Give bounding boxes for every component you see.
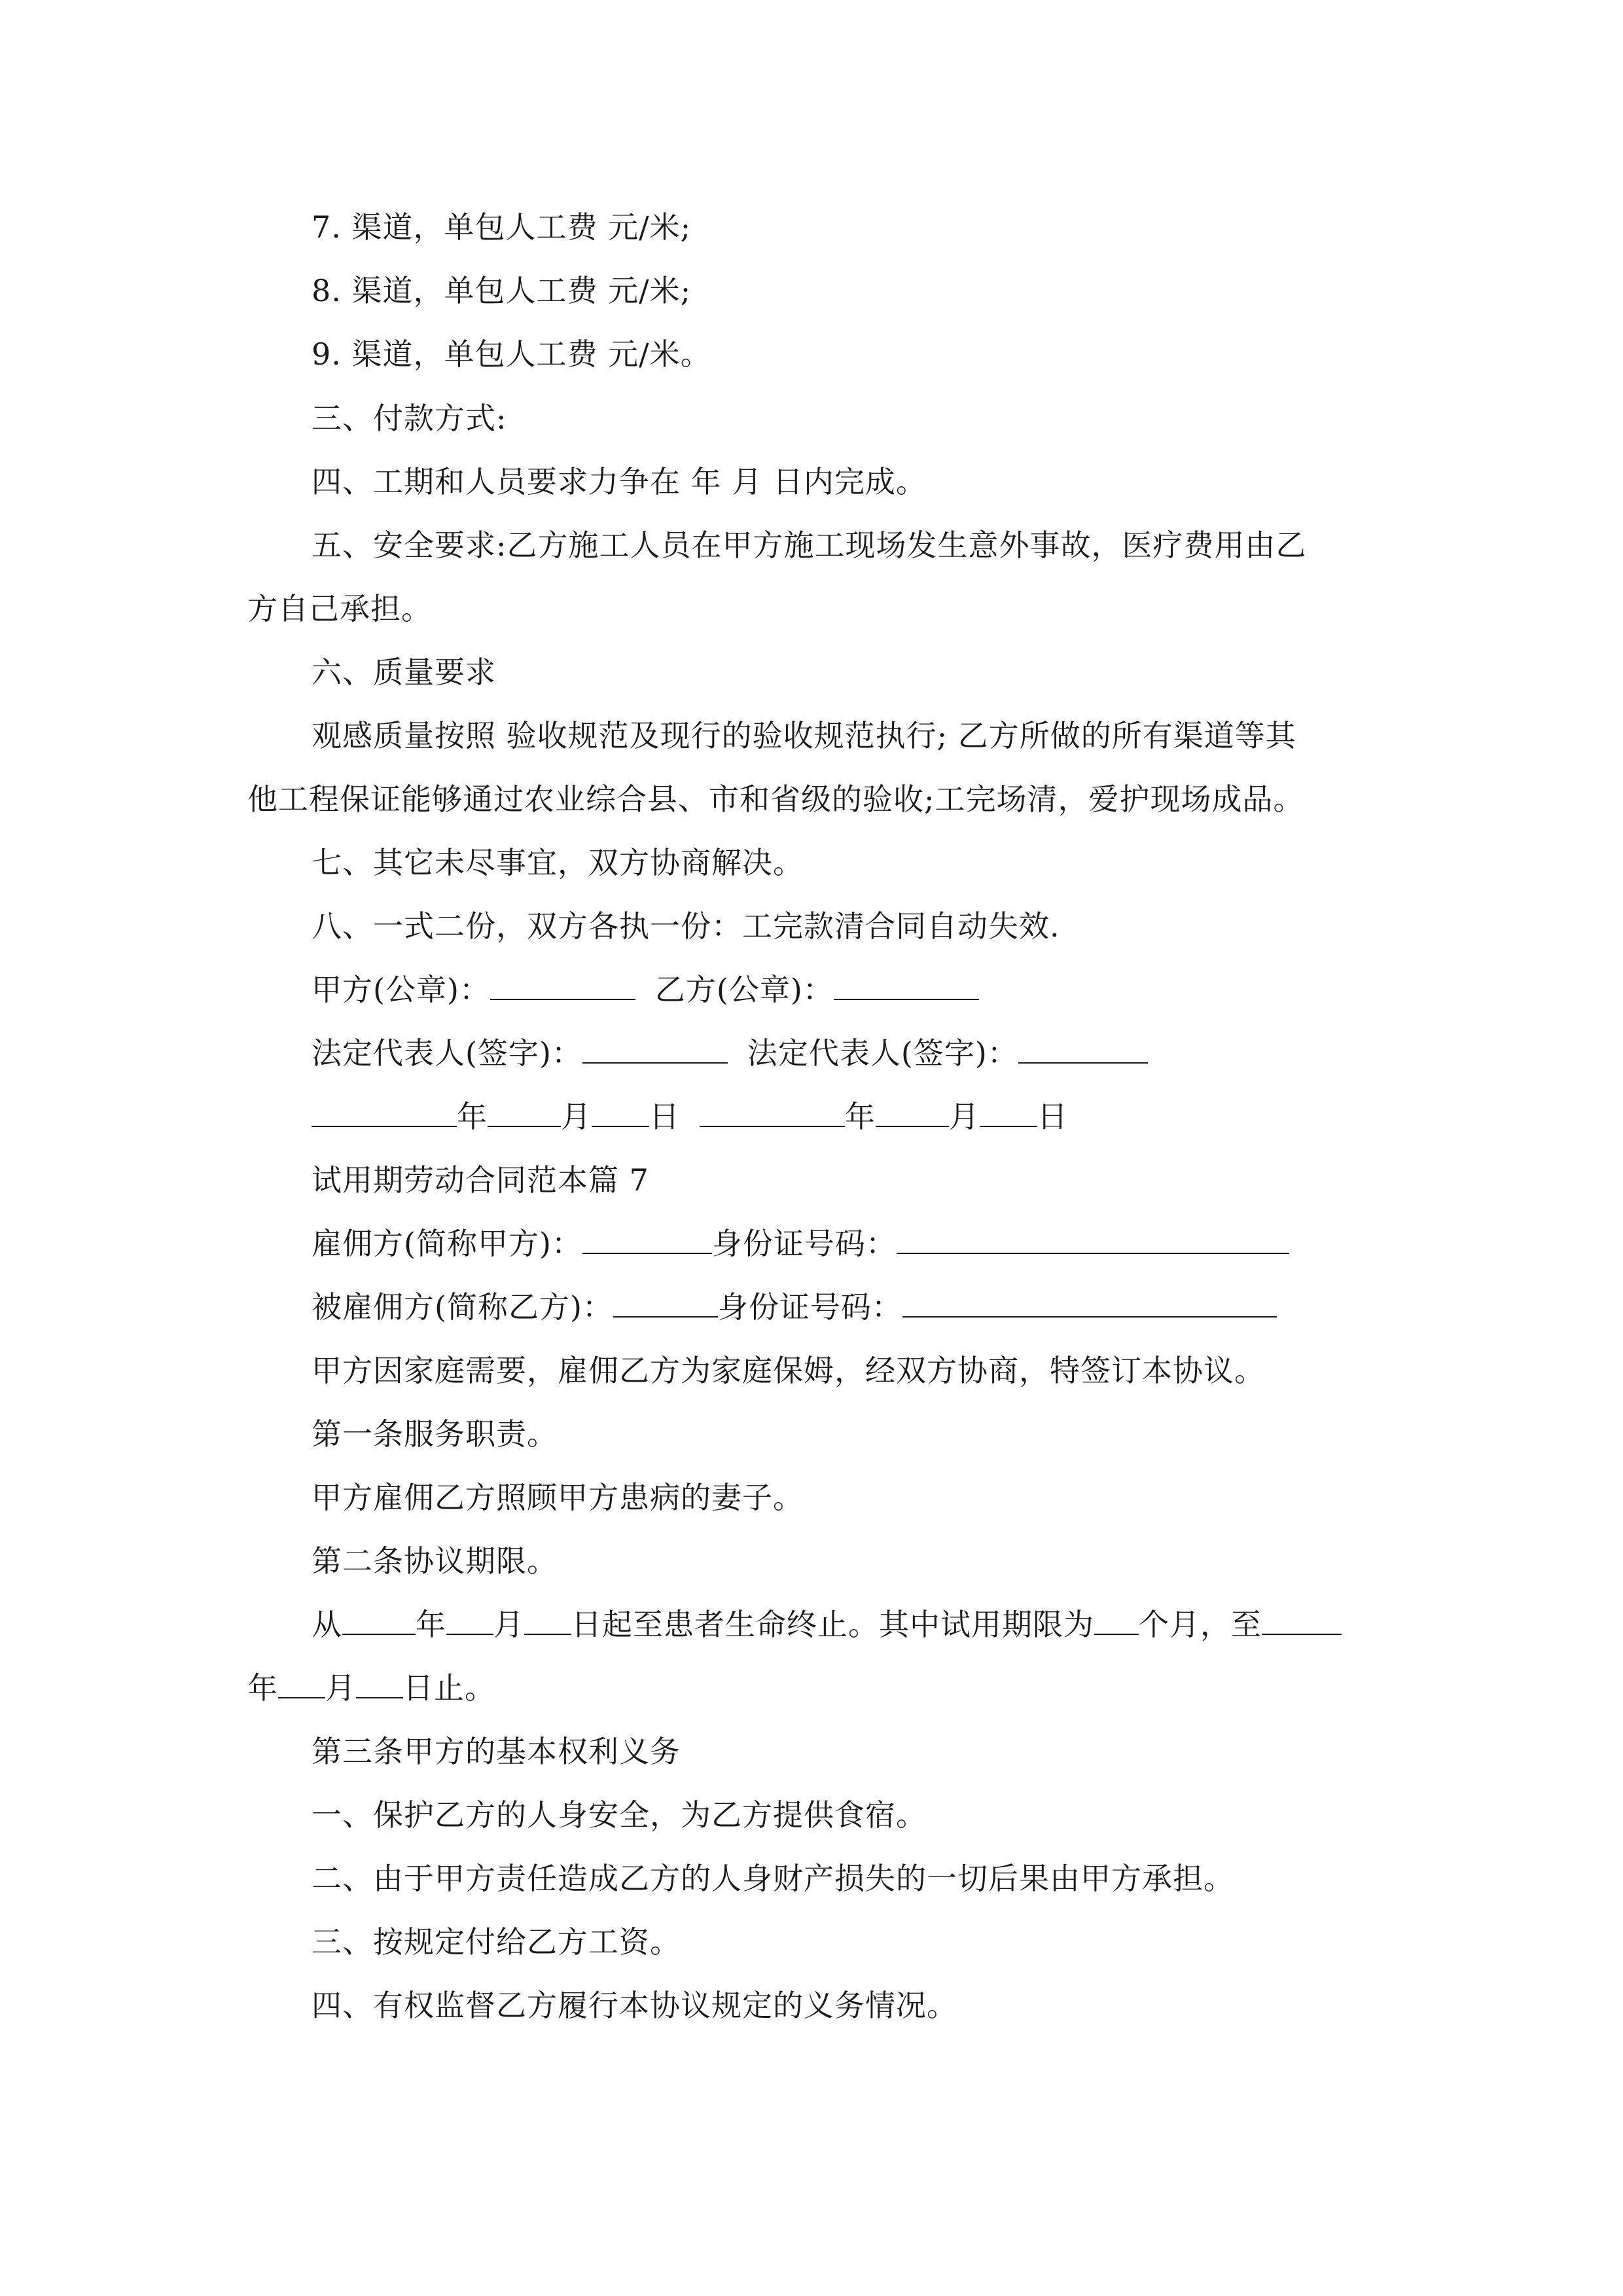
months-until-text: 个月，至 <box>1139 1607 1262 1642</box>
period-text: 日起至患者生命终止。其中试用期限为 <box>571 1607 1094 1642</box>
item-8-line: 8. 渠道，单包人工费 元/米; <box>312 273 692 308</box>
article-2-period-line <box>312 1605 1342 1644</box>
employee-row <box>312 1287 1277 1327</box>
article-2-end-line <box>247 1668 495 1708</box>
month-label: 月 <box>493 1607 524 1642</box>
year-label: 年 <box>416 1607 446 1642</box>
signature-date-row <box>312 1097 1068 1136</box>
date-a-day-blank <box>592 1097 649 1127</box>
employee-name-blank <box>613 1287 718 1318</box>
date-year-label: 年 <box>845 1099 876 1134</box>
employer-name-blank <box>582 1224 712 1254</box>
article-3-item-4: 四、有权监督乙方履行本协议规定的义务情况。 <box>312 1988 957 2023</box>
article-1-title: 第一条服务职责。 <box>312 1416 558 1452</box>
date-b-month-blank <box>876 1097 949 1127</box>
party-a-seal-blank <box>490 970 635 1000</box>
date-a-month-blank <box>488 1097 561 1127</box>
party-b-seal-blank <box>834 970 979 1000</box>
safety-line-2: 方自己承担。 <box>247 591 432 626</box>
item-9-line: 9. 渠道，单包人工费 元/米。 <box>312 336 711 372</box>
employer-id-blank <box>897 1224 1289 1254</box>
article-3-item-3: 三、按规定付给乙方工资。 <box>312 1924 681 1960</box>
start-day-blank <box>524 1605 571 1635</box>
party-seal-row <box>312 970 979 1009</box>
article-3-title: 第三条甲方的基本权利义务 <box>312 1734 681 1769</box>
other-matters-line: 七、其它未尽事宜，双方协商解决。 <box>312 845 804 880</box>
end-year-blank <box>1262 1605 1342 1635</box>
employee-id-label: 身份证号码： <box>717 1289 902 1325</box>
end-month-blank <box>278 1668 325 1698</box>
party-b-seal-label: 乙方(公章)： <box>654 972 834 1007</box>
article-1-body: 甲方雇佣乙方照顾甲方患病的妻子。 <box>312 1480 804 1515</box>
date-day-label: 日 <box>1037 1099 1068 1134</box>
safety-line-1: 五、安全要求:乙方施工人员在甲方施工现场发生意外事故，医疗费用由乙 <box>312 528 1307 563</box>
representative-row <box>312 1033 1148 1073</box>
article-2-title: 第二条协议期限。 <box>312 1543 558 1579</box>
employee-label: 被雇佣方(简称乙方)： <box>312 1289 613 1325</box>
article-3-item-2: 二、由于甲方责任造成乙方的人身财产损失的一切后果由甲方承担。 <box>312 1861 1234 1896</box>
trial-months-blank <box>1094 1605 1139 1635</box>
intro-line: 甲方因家庭需要，雇佣乙方为家庭保姆，经双方协商，特签订本协议。 <box>312 1353 1265 1388</box>
date-month-label: 月 <box>949 1099 980 1134</box>
quality-heading: 六、质量要求 <box>312 655 496 690</box>
rep-b-label: 法定代表人(签字)： <box>747 1035 1018 1071</box>
rep-b-blank <box>1018 1033 1148 1064</box>
employee-id-blank <box>902 1287 1277 1318</box>
quality-line-1: 观感质量按照 验收规范及现行的验收规范执行; 乙方所做的所有渠道等其 <box>312 718 1296 753</box>
start-month-blank <box>446 1605 493 1635</box>
date-month-label: 月 <box>561 1099 592 1134</box>
from-label: 从 <box>312 1607 342 1642</box>
date-a-year-blank <box>312 1097 457 1127</box>
end-text: 日止。 <box>403 1670 495 1706</box>
month-label: 月 <box>325 1670 356 1706</box>
date-day-label: 日 <box>649 1099 680 1134</box>
date-year-label: 年 <box>457 1099 488 1134</box>
rep-a-label: 法定代表人(签字)： <box>312 1035 582 1071</box>
employer-label: 雇佣方(简称甲方)： <box>312 1226 582 1261</box>
section-title: 试用期劳动合同范本篇 7 <box>312 1162 649 1198</box>
start-year-blank <box>342 1605 416 1635</box>
item-7-line: 7. 渠道，单包人工费 元/米; <box>312 209 692 245</box>
payment-heading: 三、付款方式: <box>312 401 507 436</box>
date-b-year-blank <box>700 1097 845 1127</box>
copies-line: 八、一式二份，双方各执一份：工完款清合同自动失效. <box>312 908 1060 944</box>
employer-row <box>312 1224 1289 1263</box>
schedule-line: 四、工期和人员要求力争在 年 月 日内完成。 <box>312 464 927 499</box>
quality-line-2: 他工程保证能够通过农业综合县、市和省级的验收;工完场清，爱护现场成品。 <box>247 781 1304 817</box>
party-a-seal-label: 甲方(公章)： <box>312 972 490 1007</box>
employer-id-label: 身份证号码： <box>711 1226 897 1261</box>
date-b-day-blank <box>980 1097 1037 1127</box>
rep-a-blank <box>582 1033 728 1064</box>
article-3-item-1: 一、保护乙方的人身安全，为乙方提供食宿。 <box>312 1797 927 1833</box>
end-day-blank <box>356 1668 403 1698</box>
year-label: 年 <box>247 1670 278 1706</box>
